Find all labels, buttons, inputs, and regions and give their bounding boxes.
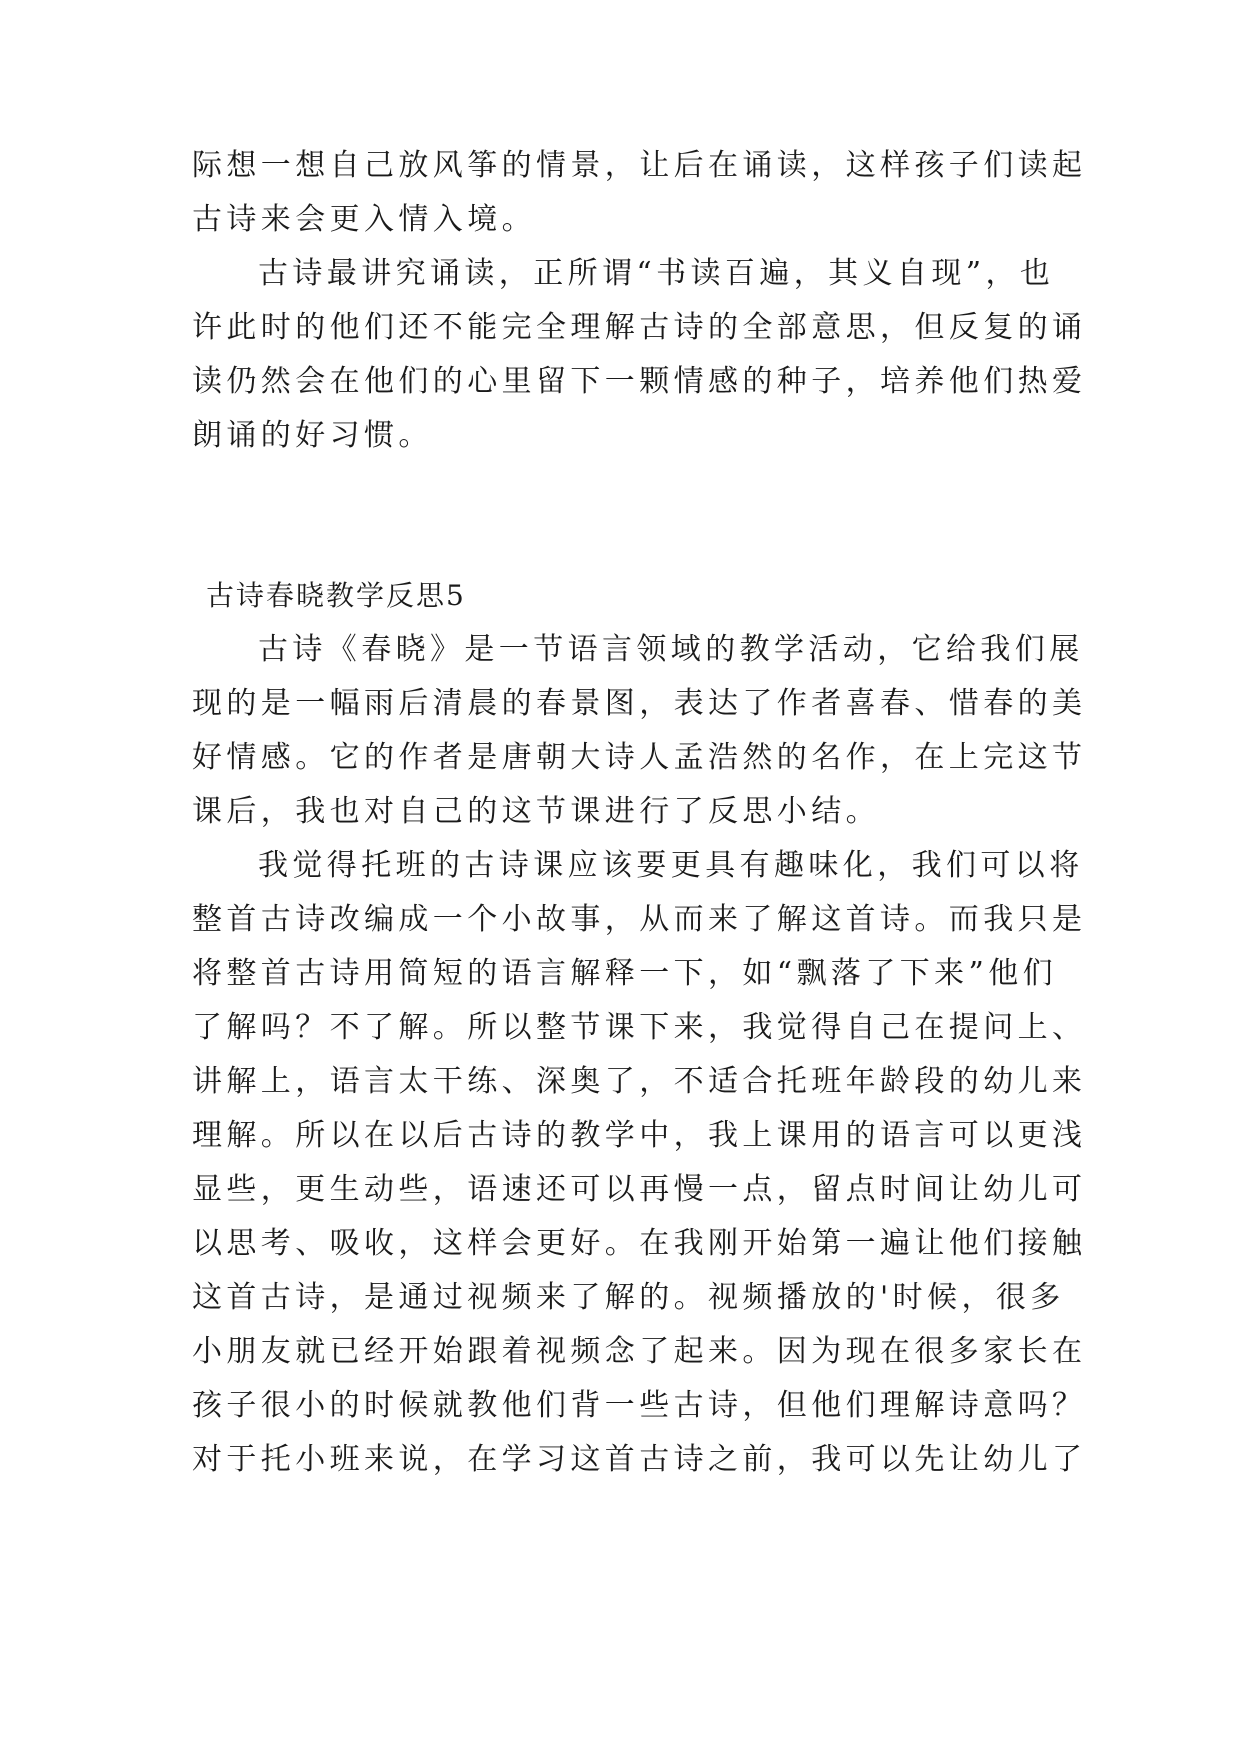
paragraph-line: 孩子很小的时候就教他们背一些古诗，但他们理解诗意吗？ [192,1388,1087,1423]
paragraph-line: 将整首古诗用简短的语言解释一下，如“飘落了下来”他们 [192,956,1058,991]
paragraph-line: 对于托小班来说，在学习这首古诗之前，我可以先让幼儿了 [192,1442,1087,1477]
paragraph-line: 好情感。它的作者是唐朝大诗人孟浩然的名作，在上完这节 [192,740,1087,775]
paragraph-line: 了解吗？不了解。所以整节课下来，我觉得自己在提问上、 [192,1010,1087,1045]
paragraph-line: 显些，更生动些，语速还可以再慢一点，留点时间让幼儿可 [192,1172,1087,1207]
paragraph-line: 古诗《春晓》是一节语言领域的教学活动，它给我们展 [258,632,1084,667]
paragraph-line: 古诗最讲究诵读，正所谓“书读百遍，其义自现”，也 [258,256,1055,291]
section-title: 古诗春晓教学反思5 [206,579,466,612]
paragraph-line: 讲解上，语言太干练、深奥了，不适合托班年龄段的幼儿来 [192,1064,1087,1099]
paragraph-line: 我觉得托班的古诗课应该要更具有趣味化，我们可以将 [258,848,1084,883]
paragraph-line: 以思考、吸收，这样会更好。在我刚开始第一遍让他们接触 [192,1226,1087,1261]
paragraph-line: 朗诵的好习惯。 [192,418,433,453]
paragraph-line: 古诗来会更入情入境。 [192,202,536,237]
paragraph-line: 这首古诗，是通过视频来了解的。视频播放的'时候，很多 [192,1280,1065,1315]
paragraph-line: 课后，我也对自己的这节课进行了反思小结。 [192,794,880,829]
paragraph-line: 理解。所以在以后古诗的教学中，我上课用的语言可以更浅 [192,1118,1087,1153]
paragraph-line: 现的是一幅雨后清晨的春景图，表达了作者喜春、惜春的美 [192,686,1087,721]
paragraph-line: 整首古诗改编成一个小故事，从而来了解这首诗。而我只是 [192,902,1087,937]
paragraph-line: 读仍然会在他们的心里留下一颗情感的种子，培养他们热爱 [192,364,1087,399]
paragraph-line: 小朋友就已经开始跟着视频念了起来。因为现在很多家长在 [192,1334,1087,1369]
paragraph-line: 际想一想自己放风筝的情景，让后在诵读，这样孩子们读起 [192,148,1087,183]
paragraph-line: 许此时的他们还不能完全理解古诗的全部意思，但反复的诵 [192,310,1087,345]
